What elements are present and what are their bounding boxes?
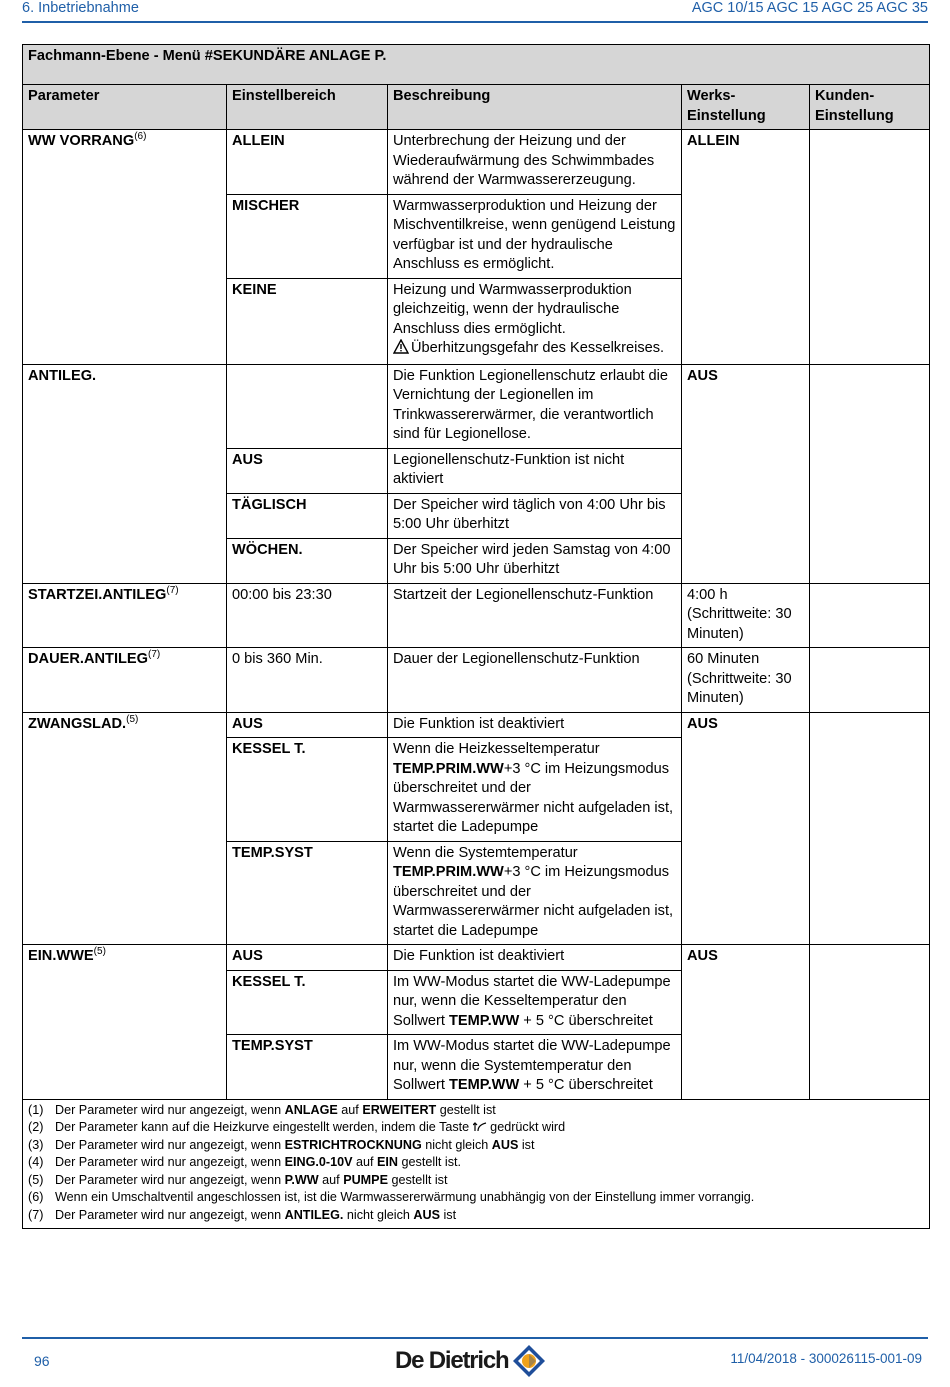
factory-setting: AUS [682, 364, 810, 583]
param-zwangslad: ZWANGSLAD.$^{(5)}$ [23, 712, 227, 945]
range-option: AUS [227, 945, 388, 971]
table-row [23, 583, 930, 648]
description-cell: Dauer der Legionellenschutz-Funktion [388, 648, 682, 713]
table-title: Fachmann-Ebene - Menü #SEKUNDÄRE ANLAGE P. [23, 45, 930, 85]
description-cell: Unterbrechung der Heizung und der Wiederaufwärmung des Schwimmbades während der Warmwassererzeugung. [388, 130, 682, 195]
header-rule [22, 21, 928, 23]
range-option: WÖCHEN. [227, 538, 388, 583]
factory-setting: AUS [682, 945, 810, 1100]
table-row [23, 945, 930, 971]
col-range: Einstellbereich [227, 85, 388, 130]
parameter-table [22, 44, 930, 1229]
description-cell: Warmwasserproduktion und Heizung der Mischventilkreise, wenn genügend Leistung verfügbar ist und der hydraulische Anschluss es ermöglicht. [388, 194, 682, 278]
customer-setting [810, 583, 930, 648]
description-cell: Der Speicher wird täglich von 4:00 Uhr bis 5:00 Uhr überhitzt [388, 493, 682, 538]
tap-key-icon [473, 1120, 487, 1132]
footnotes-row [23, 1099, 930, 1228]
de-dietrich-logo-icon [511, 1343, 547, 1379]
range-option: KEINE [227, 278, 388, 364]
footnote: (6) Wenn ein Umschaltventil angeschlossen ist, ist die Warmwassererwärmung unabhängig von der Einstellung immer vorrangig. [28, 1190, 755, 1205]
document-reference: 11/04/2018 - 300026115-001-09 [730, 1351, 922, 1366]
description-cell: Die Funktion Legionellenschutz erlaubt die Vernichtung der Legionellen im Trinkwassererwärmer, die verantwortlich sind für Legionellose. [388, 364, 682, 448]
description-cell: Im WW-Modus startet die WW-Ladepumpe nur, wenn die Systemtemperatur den Sollwert TEMP.WW + 5 °C überschreitet [388, 1035, 682, 1100]
customer-setting [810, 712, 930, 945]
footer-rule [22, 1337, 928, 1339]
col-factory: Werks-Einstellung [682, 85, 810, 130]
description-cell: Der Speicher wird jeden Samstag von 4:00 Uhr bis 5:00 Uhr überhitzt [388, 538, 682, 583]
customer-setting [810, 648, 930, 713]
range-option: MISCHER [227, 194, 388, 278]
footnote: (5) Der Parameter wird nur angezeigt, wenn P.WW auf PUMPE gestellt ist [28, 1172, 448, 1187]
factory-setting: 60 Minuten (Schrittweite: 30 Minuten) [682, 648, 810, 713]
range-option: AUS [227, 712, 388, 738]
factory-setting: 4:00 h (Schrittweite: 30 Minuten) [682, 583, 810, 648]
param-ein-wwe: EIN.WWE$^{(5)}$ [23, 945, 227, 1100]
page-header [22, 0, 928, 20]
col-customer: Kunden-Einstellung [810, 85, 930, 130]
table-row [23, 648, 930, 713]
range-value: 00:00 bis 23:30 [227, 583, 388, 648]
table-row [23, 364, 930, 448]
range-option: TEMP.SYST [227, 1035, 388, 1100]
param-dauer: DAUER.ANTILEG$^{(7)}$ [23, 648, 227, 713]
factory-setting: AUS [682, 712, 810, 945]
table-row [23, 712, 930, 738]
description-cell: Im WW-Modus startet die WW-Ladepumpe nur, wenn die Kesseltemperatur den Sollwert TEMP.WW + 5 °C überschreitet [388, 970, 682, 1035]
description-cell: Die Funktion ist deaktiviert [388, 945, 682, 971]
range-option: AUS [227, 448, 388, 493]
customer-setting [810, 364, 930, 583]
col-parameter: Parameter [23, 85, 227, 130]
table-title-row [23, 45, 930, 85]
description-cell: Heizung und Warmwasserproduktion gleichzeitig, wenn der hydraulische Anschluss dies ermöglicht. Überhitzungsgefahr des Kesselkreises. [388, 278, 682, 364]
footnotes [23, 1099, 930, 1228]
footnote: (2) Der Parameter kann auf die Heizkurve eingestellt werden, indem die Taste gedrückt wird [28, 1120, 566, 1135]
page-footer [22, 1345, 928, 1385]
description-cell: Wenn die Systemtemperatur TEMP.PRIM.WW+3 °C im Heizungsmodus überschreitet und der Warmwassererwärmer nicht aufgeladen ist, startet die Ladepumpe [388, 841, 682, 945]
footnote: (7) Der Parameter wird nur angezeigt, wenn ANTILEG. nicht gleich AUS ist [28, 1208, 457, 1223]
range-empty [227, 364, 388, 448]
customer-setting [810, 130, 930, 365]
footnote: (4) Der Parameter wird nur angezeigt, wenn EING.0-10V auf EIN gestellt ist. [28, 1155, 462, 1170]
range-option: TEMP.SYST [227, 841, 388, 945]
column-header-row [23, 85, 930, 130]
footnote: (1) Der Parameter wird nur angezeigt, wenn ANLAGE auf ERWEITERT gestellt ist [28, 1102, 496, 1117]
description-cell: Startzeit der Legionellenschutz-Funktion [388, 583, 682, 648]
description-cell: Die Funktion ist deaktiviert [388, 712, 682, 738]
brand-logo [395, 1343, 547, 1379]
model-list: AGC 10/15 AGC 15 AGC 25 AGC 35 [691, 0, 928, 16]
range-option: ALLEIN [227, 130, 388, 195]
col-description: Beschreibung [388, 85, 682, 130]
range-value: 0 bis 360 Min. [227, 648, 388, 713]
description-cell: Wenn die Heizkesseltemperatur TEMP.PRIM.WW+3 °C im Heizungsmodus überschreitet und der Warmwassererwärmer nicht aufgeladen ist, startet die Ladepumpe [388, 738, 682, 842]
section-title: 6. Inbetriebnahme [22, 0, 139, 16]
factory-setting: ALLEIN [682, 130, 810, 365]
param-ww-vorrang: WW VORRANG$^{(6)}$ [23, 130, 227, 365]
brand-name: De Dietrich [395, 1347, 509, 1374]
page-number: 96 [34, 1353, 50, 1369]
warning-triangle-icon [393, 339, 411, 361]
description-cell: Legionellenschutz-Funktion ist nicht aktiviert [388, 448, 682, 493]
param-antileg: ANTILEG. [23, 364, 227, 583]
footnote: (3) Der Parameter wird nur angezeigt, wenn ESTRICHTROCKNUNG nicht gleich AUS ist [28, 1137, 535, 1152]
range-option: KESSEL T. [227, 970, 388, 1035]
param-startzeit: STARTZEI.ANTILEG$^{(7)}$ [23, 583, 227, 648]
range-option: TÄGLISCH [227, 493, 388, 538]
customer-setting [810, 945, 930, 1100]
range-option: KESSEL T. [227, 738, 388, 842]
table-row [23, 130, 930, 195]
